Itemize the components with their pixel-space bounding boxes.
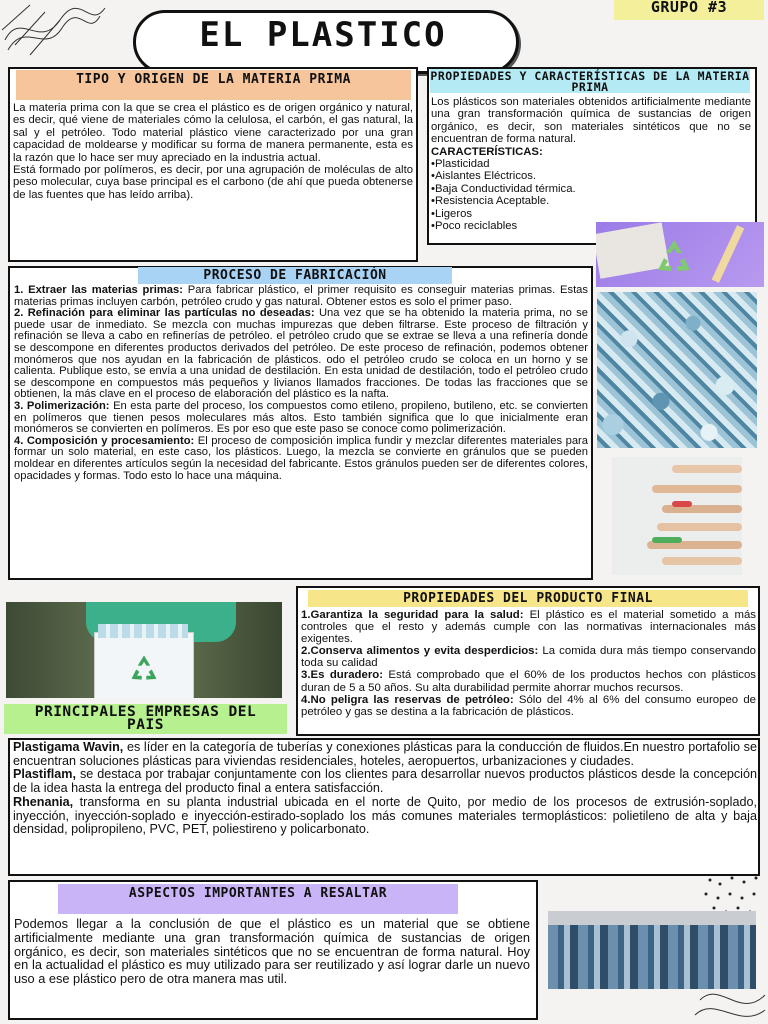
- empresa-item: Plastigama Wavin, es líder en la categoría de tuberías y conexiones plásticas para la conducción de fluidos.En nuestro portafolio se encuentran soluciones plásticas para viviendas residenciales, hoteles, aeropuertos, urbanizaciones y ciudades.: [13, 740, 757, 768]
- propiedades-intro: Los plásticos son materiales obtenidos artificialmente mediante una gran transformación química de sustancias de origen orgánico, es decir, son materiales sintéticos que no se encuentran de forma natural.: [431, 96, 751, 146]
- empresas-heading: PRINCIPALES EMPRESAS DEL PAIS: [4, 704, 287, 734]
- recycle-icon: [654, 238, 694, 274]
- proceso-step: 2. Refinación para eliminar las partículas no deseadas: Una vez que se ha obtenido la materia prima, no se puede usar de inmediato. Se mezcla con muchas impurezas que deben filtrarse. Este proceso de filtración y refinación se lleva a cabo en refinerías de petróleo. el petróleo crudo que se extrae se lleva a una refinería donde se descompone en diferentes productos derivados del petróleo. De este proceso de refinación, podemos obtener monómeros que nos ayudan en la fabricación de plásticos. odo el petróleo crudo se coloca en un horno y se calienta. Publique esto, se envía a una unidad de destilación. En esta unidad de destilación, todo el petróleo crudo se descompone en compuestos más pequeños y livianos llamados fracciones. De todas las fracciones que se obtienen, la más clave en el proceso de elaboración del plástico es la nafta.: [14, 307, 588, 401]
- plastic-bottles-photo: [597, 292, 757, 448]
- caracteristica-item: •Poco reciclables: [431, 220, 518, 233]
- recycle-box-photo: [6, 602, 282, 698]
- tipo-origen-heading: TIPO Y ORIGEN DE LA MATERIA PRIMA: [16, 70, 411, 100]
- empresas-text: [13, 741, 757, 837]
- hands-bottles-photo: [612, 457, 742, 575]
- aspectos-text: Podemos llegar a la conclusión de que el plástico es un material que se obtiene artificialmente mediante una gran transformación química de sustancias de origen orgánico, es decir, son materiales sintéticos que no se encuentran de forma natural. Hoy en la actualidad el plástico es muy utilizado para ser reutilizado y así lograr darle un nuevo uso a ese plástico pero de otra manera mas util.: [14, 916, 530, 987]
- caracteristica-item: •Resistencia Aceptable.: [431, 195, 550, 208]
- producto-item: 3.Es duradero: Está comprobado que el 60% de los productos hechos con plásticos duran de 5 a 50 años. Su alta durabilidad permite ahorrar muchos recursos.: [301, 669, 756, 694]
- caracteristicas-label: CARACTERÍSTICAS:: [431, 145, 543, 158]
- proceso-step: 3. Polimerización: En esta parte del proceso, los compuestos como etileno, propileno, butileno, etc. se convierten en polímeros que tienen pesos moleculares más altos. Esto también significa que lo que inicialmente eran monómeros se convierten en polímeros. Es por eso que este paso se conoce como polimerización.: [14, 399, 588, 436]
- producto-item: 1.Garantiza la seguridad para la salud: El plástico es el material sometido a más controles que el resto y además cumple con las normativas internacionales más exigentes.: [301, 609, 756, 646]
- producto-item: 4.No peligra las reservas de petróleo: Sólo del 4% al 6% del consumo europeo de petróleo y gas se destina a la fabricación de plásticos.: [301, 693, 756, 718]
- tipo-origen-p1: La materia prima con la que se crea el plástico es de origen orgánico y natural, es decir, qué viene de materiales cómo la celulosa, el carbón, el gas natural, la sal y el petróleo. Todo material plástico viene caracterizado por una gran capacidad de moldearse y modificar su forma de manera permanente, esta es la razón que lo hace ser muy apreciado en la industria actual.: [13, 102, 413, 164]
- scribble-top-left-decoration: [0, 0, 110, 60]
- propiedades-heading: PROPIEDADES Y CARACTERÍSTICAS DE LA MATERIA PRIMA: [430, 69, 750, 94]
- caracteristica-item: •Baja Conductividad térmica.: [431, 182, 576, 195]
- proceso-step: 4. Composición y procesamiento: El proceso de composición implica fundir y mezclar diferentes materiales para formar un solo material, en este caso, los plásticos. Luego, la mezcla se convierte en gránulos que se pueden moldear en diferentes artículos según la necesidad del fabricante. Estos gránulos pueden ser de diferentes colores, opacidades y formas. Todo esto lo hace una máquina.: [14, 434, 588, 482]
- producto-item: 2.Conserva alimentos y evita desperdicios: La comida dura más tiempo conservando toda su calidad: [301, 645, 757, 670]
- producto-text: [301, 609, 756, 718]
- bottle-bales-photo: [548, 911, 756, 989]
- empresa-item: Plastiflam, se destaca por trabajar conjuntamente con los clientes para desarrollar nuevos productos plásticos desde la concepción de la idea hasta la entrega del producto final a entera satisfacción.: [13, 767, 757, 796]
- tipo-origen-text: [13, 102, 413, 201]
- tipo-origen-p2: Está formado por polímeros, es decir, por una agrupación de moléculas de alto peso molecular, cuya base principal es el carbono (de ahí que pueda obtenerse de las fuentes que has leído arriba).: [13, 164, 413, 201]
- proceso-heading: PROCESO DE FABRICACIÓN: [138, 267, 452, 284]
- proceso-step: 1. Extraer las materias primas: Para fabricar plástico, el primer requisito es conseguir materias primas. Estas materias primas incluyen carbón, petróleo crudo y gas natural. Obtener estos es solo el primer paso.: [14, 284, 588, 308]
- page-title: EL PLASTICO: [199, 15, 447, 55]
- caracteristica-item: •Ligeros: [431, 207, 473, 220]
- caracteristica-item: •Plasticidad: [431, 158, 490, 171]
- proceso-text: [14, 285, 588, 482]
- producto-heading: PROPIEDADES DEL PRODUCTO FINAL: [308, 590, 748, 607]
- recycle-bin-photo: [596, 222, 764, 287]
- caracteristica-item: •Aislantes Eléctricos.: [431, 170, 537, 183]
- propiedades-text: [431, 96, 751, 232]
- recycle-icon: [128, 654, 160, 682]
- aspectos-heading: ASPECTOS IMPORTANTES A RESALTAR: [58, 884, 458, 914]
- empresa-item: Rhenania, transforma en su planta industrial ubicada en el norte de Quito, por medio de los procesos de extrusión-soplado, inyección, inyección-soplado e inyección-estirado-soplado los más comunes materiales termoplásticos: polietileno de alta y baja densidad, polipropileno, PVC, PET, poliestireno y policarbonato.: [13, 794, 757, 837]
- group-label: GRUPO #3: [614, 0, 764, 20]
